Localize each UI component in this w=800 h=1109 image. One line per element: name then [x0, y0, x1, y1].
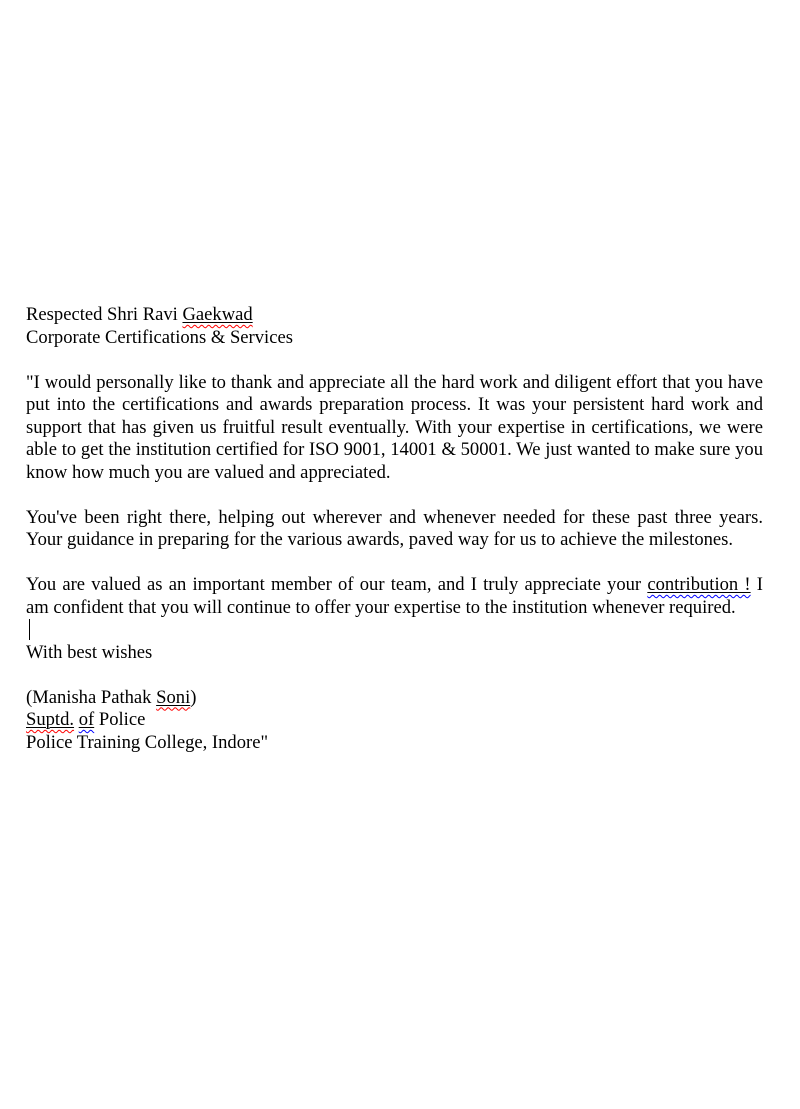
signature-name-prefix[interactable]: (Manisha Pathak: [26, 686, 157, 708]
flagged-phrase-grammar[interactable]: contribution !: [647, 574, 751, 595]
text-cursor: [29, 619, 30, 640]
title-abbr-misspelled[interactable]: Suptd.: [26, 709, 75, 730]
signature-title-line[interactable]: [26, 709, 763, 732]
greeting-line[interactable]: [26, 304, 763, 327]
body-paragraph-2[interactable]: You've been right there, helping out wherever and whenever needed for these past three years. Your guidance in preparing for the various awards, paved way for us to achieve the milestones.: [26, 506, 763, 550]
title-rest[interactable]: Police: [94, 709, 146, 730]
recipient-name-underline[interactable]: [182, 304, 252, 325]
signature-org-line[interactable]: Police Training College, Indore": [26, 731, 269, 753]
surname-underline[interactable]: [156, 687, 190, 708]
closing-line[interactable]: With best wishes: [26, 641, 153, 663]
word-of-underline[interactable]: [79, 709, 95, 730]
title-abbr-underline[interactable]: [26, 709, 74, 730]
body-paragraph-3[interactable]: [26, 574, 763, 619]
greeting-text[interactable]: Respected Shri Ravi: [26, 304, 183, 325]
paragraph-3-text-end[interactable]: I am confident that you will continue to offer your expertise to the institution whenever required.: [26, 574, 763, 618]
body-paragraph-1[interactable]: "I would personally like to thank and appreciate all the hard work and diligent effort that you have put into the certifications and awards preparation process. It was your persistent hard work and support that has given us fruitful result eventually. With your expertise in certifications, we were able to get the institution certified for ISO 9001, 14001 & 50001. We just wanted to make sure you know how much you are valued and appreciated.: [26, 371, 763, 483]
flagged-phrase-underline[interactable]: [647, 574, 750, 595]
recipient-name-misspelled[interactable]: Gaekwad: [182, 304, 253, 325]
empty-cursor-line[interactable]: [26, 619, 763, 642]
signature-name-line[interactable]: [26, 687, 763, 710]
signature-name-suffix[interactable]: ): [190, 686, 197, 708]
surname-misspelled[interactable]: Soni: [156, 686, 191, 708]
letter-content[interactable]: [26, 304, 763, 754]
recipient-org-line[interactable]: Corporate Certifications & Services: [26, 326, 293, 348]
paragraph-3-text-start[interactable]: You are valued as an important member of our team, and I truly appreciate your: [26, 574, 648, 595]
word-of-grammar[interactable]: of: [78, 709, 95, 730]
